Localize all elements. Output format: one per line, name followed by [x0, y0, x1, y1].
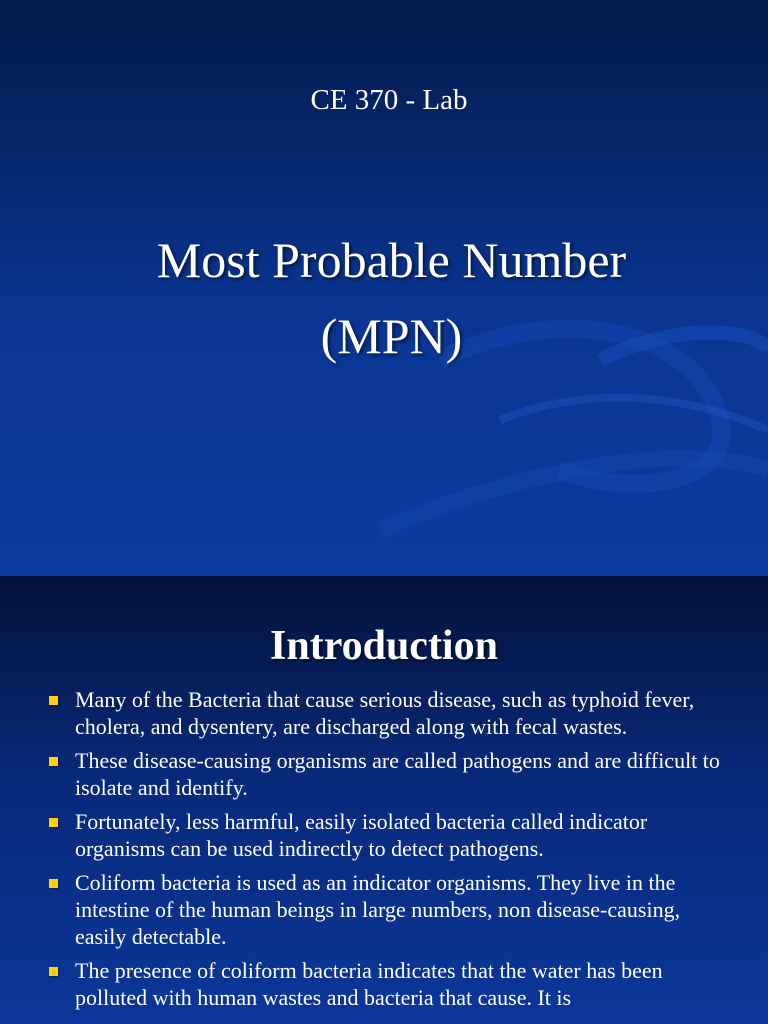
bullet-text: Fortunately, less harmful, easily isolated bacteria called indicator organisms can be used indirectly to detect pathogens.	[75, 809, 648, 861]
square-bullet-icon	[49, 967, 58, 976]
square-bullet-icon	[49, 879, 58, 888]
list-item	[44, 808, 724, 862]
title-line-1: Most Probable Number	[156, 232, 627, 288]
square-bullet-icon	[49, 757, 58, 766]
list-item	[44, 686, 724, 740]
bullet-text: The presence of coliform bacteria indicates that the water has been polluted with human wastes and bacteria that cause. It is	[75, 958, 663, 1010]
list-item	[44, 869, 724, 950]
bullet-list	[44, 686, 724, 1018]
slide-heading: Introduction	[270, 623, 498, 669]
bullet-text: Coliform bacteria is used as an indicator organisms. They live in the intestine of the human beings in large numbers, non disease-causing, easily detectable.	[75, 870, 681, 949]
square-bullet-icon	[49, 696, 58, 705]
course-label: CE 370 - Lab	[310, 84, 468, 116]
list-item	[44, 957, 724, 1011]
introduction-slide	[0, 576, 768, 1024]
list-item	[44, 747, 724, 801]
slide-title	[0, 222, 768, 374]
bullet-text: Many of the Bacteria that cause serious disease, such as typhoid fever, cholera, and dysentery, are discharged along with fecal wastes.	[75, 687, 695, 739]
bullet-text: These disease-causing organisms are called pathogens and are difficult to isolate and identify.	[75, 748, 720, 800]
square-bullet-icon	[49, 818, 58, 827]
title-line-2: (MPN)	[320, 308, 463, 364]
